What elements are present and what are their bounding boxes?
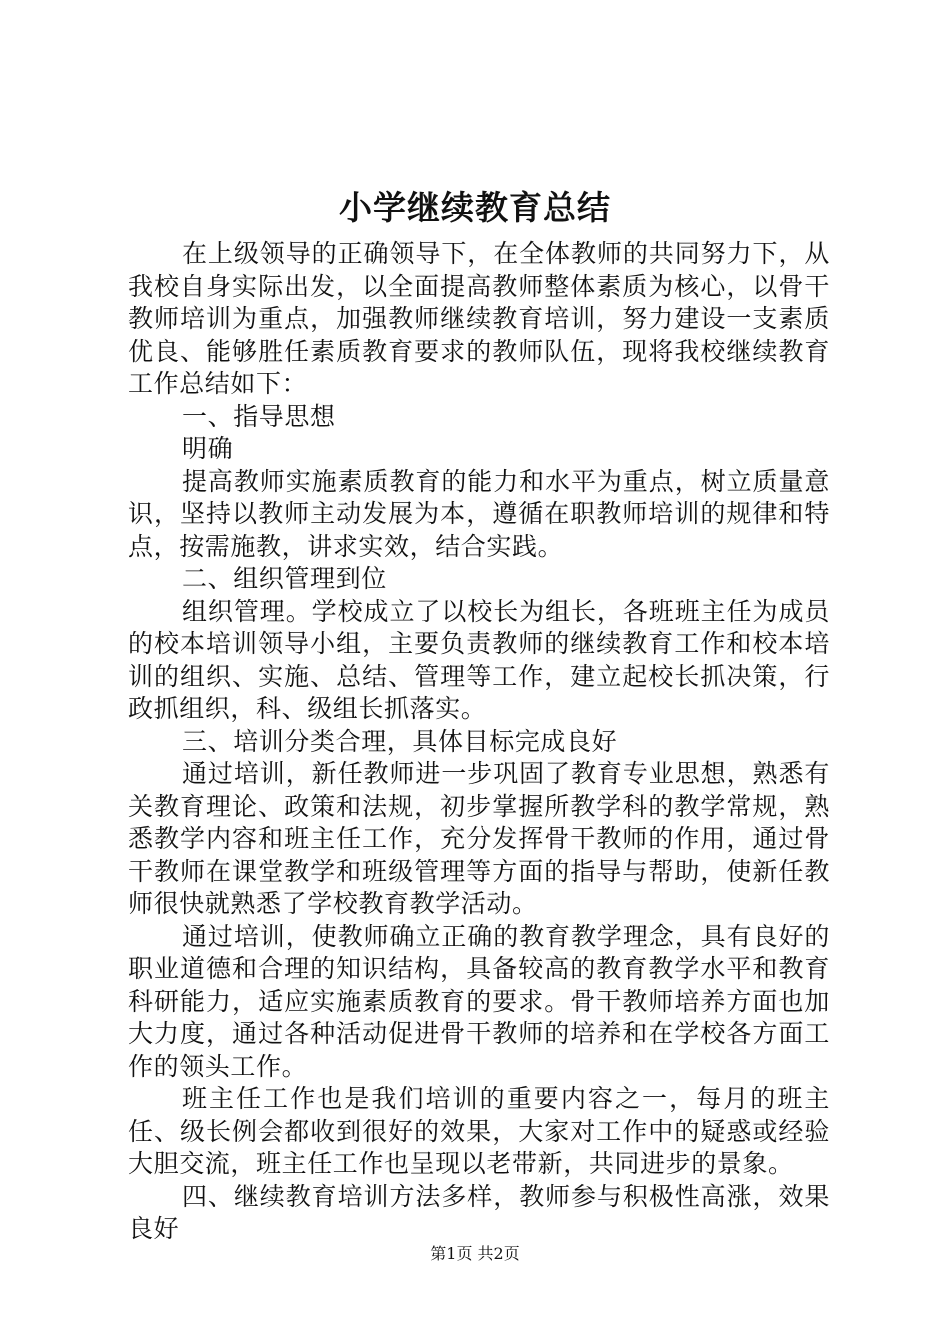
document-body bbox=[128, 238, 830, 1246]
paragraph: 组织管理。学校成立了以校长为组长，各班班主任为成员的校本培训领导小组，主要负责教师的继续教育工作和校本培训的组织、实施、总结、管理等工作，建立起校长抓决策，行政抓组织，科、级组长抓落实。 bbox=[128, 596, 830, 723]
section-heading-2: 二、组织管理到位 bbox=[182, 564, 387, 593]
paragraph: 班主任工作也是我们培训的重要内容之一，每月的班主任、级长例会都收到很好的效果，大家对工作中的疑惑或经验大胆交流，班主任工作也呈现以老带新，共同进步的景象。 bbox=[128, 1084, 830, 1178]
section-heading-1: 一、指导思想 bbox=[182, 401, 336, 431]
section-heading-4: 四、继续教育培训方法多样，教师参与积极性高涨，效果良好 bbox=[128, 1181, 830, 1243]
page-number: 第1页 共2页 bbox=[430, 1244, 520, 1263]
document-title: 小学继续教育总结 bbox=[339, 188, 611, 227]
paragraph-intro: 在上级领导的正确领导下，在全体教师的共同努力下，从我校自身实际出发，以全面提高教师整体素质为核心，以骨干教师培训为重点，加强教师继续教育培训，努力建设一支素质优良、能够胜任素质教育要求的教师队伍，现将我校继续教育工作总结如下： bbox=[128, 239, 830, 398]
paragraph: 通过培训，新任教师进一步巩固了教育专业思想，熟悉有关教育理论、政策和法规，初步掌握所教学科的教学常规，熟悉教学内容和班主任工作，充分发挥骨干教师的作用，通过骨干教师在课堂教学和班级管理等方面的指导与帮助，使新任教师很快就熟悉了学校教育教学活动。 bbox=[128, 759, 830, 918]
section-heading-3: 三、培训分类合理，具体目标完成良好 bbox=[182, 726, 618, 756]
paragraph: 明确 bbox=[182, 434, 234, 463]
paragraph: 通过培训，使教师确立正确的教育教学理念，具有良好的职业道德和合理的知识结构，具备较高的教育教学水平和教育科研能力，适应实施素质教育的要求。骨干教师培养方面也加大力度，通过各种活动促进骨干教师的培养和在学校各方面工作的领头工作。 bbox=[128, 921, 830, 1081]
paragraph: 提高教师实施素质教育的能力和水平为重点，树立质量意识，坚持以教师主动发展为本，遵循在职教师培训的规律和特点，按需施教，讲求实效，结合实践。 bbox=[128, 466, 830, 561]
